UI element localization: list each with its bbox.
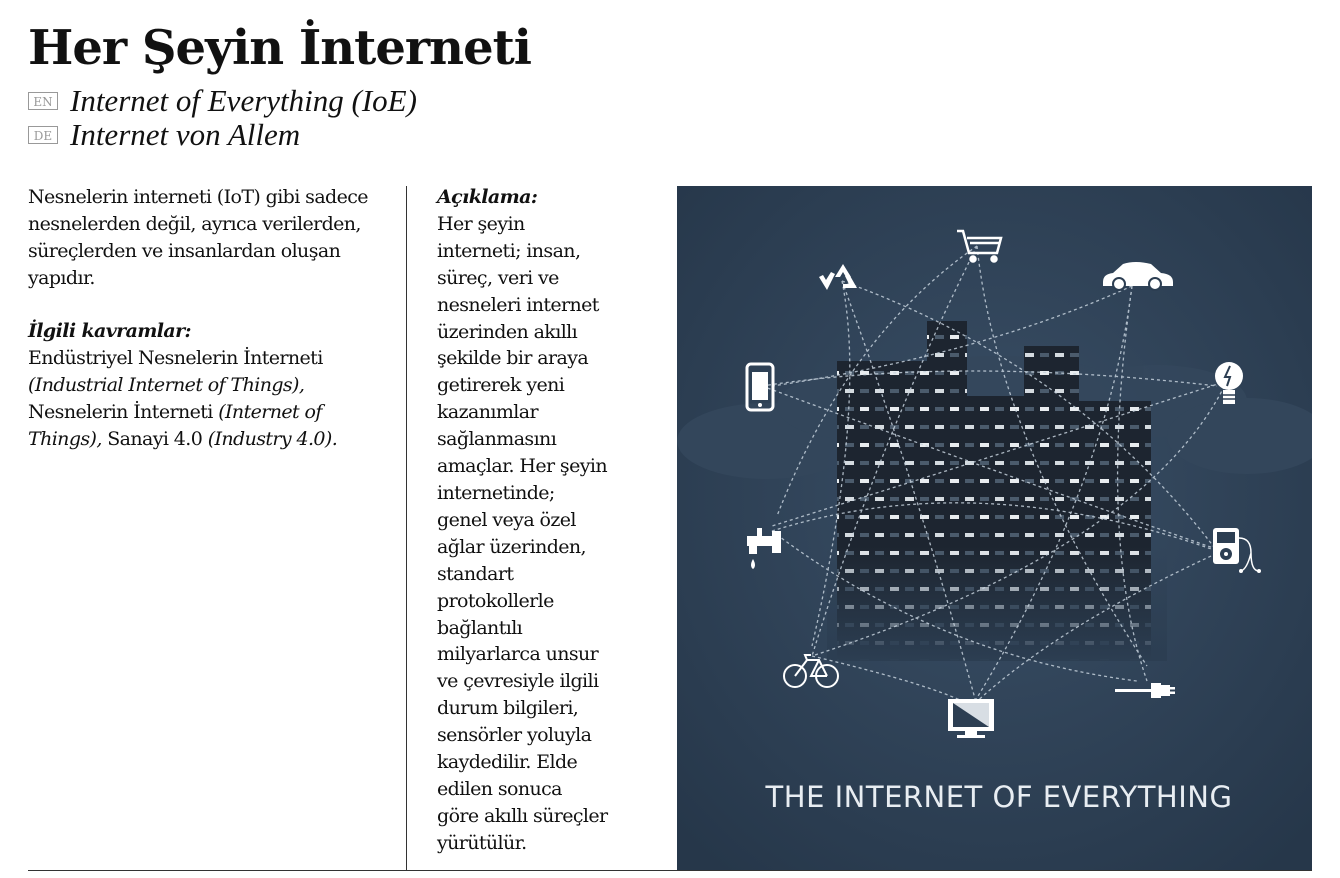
definition-text: Nesnelerin interneti (IoT) gibi sadece nesnelerden değil, ayrıca verilerden, süreçlerden ve insanlardan oluşan yapıdır. — [28, 186, 368, 289]
explanation-line: ve çevresiyle ilgili — [437, 670, 599, 693]
figure-caption: THE INTERNET OF EVERYTHING — [765, 780, 1233, 814]
explanation-line: amaçlar. Her şeyin — [437, 455, 607, 478]
explanation-line: kazanımlar — [437, 401, 538, 424]
explanation-line: edilen sonuca — [437, 777, 562, 800]
related-item-industry40: Sanayi 4.0 — [107, 428, 203, 450]
language-badge-de: DE — [28, 126, 58, 144]
translation-de — [28, 118, 300, 152]
definition-column — [28, 184, 390, 453]
ioe-illustration — [677, 186, 1312, 870]
explanation-line: protokollerle — [437, 589, 554, 612]
explanation-line: durum bilgileri, — [437, 697, 579, 720]
explanation-line: süreç, veri ve — [437, 266, 559, 289]
explanation-line: internetinde; — [437, 481, 555, 504]
explanation-line: getirerek yeni — [437, 374, 565, 397]
translation-text-de: Internet von Allem — [70, 117, 301, 152]
explanation-line: sağlanmasını — [437, 428, 557, 451]
explanation-line: göre akıllı süreçler — [437, 804, 608, 827]
explanation-heading: Açıklama: — [437, 186, 538, 208]
explanation-line: üzerinden akıllı — [437, 320, 578, 343]
translation-en — [28, 84, 417, 118]
bottom-rule — [28, 870, 1312, 871]
related-item-industry40-en: (Industry 4.0). — [207, 428, 338, 450]
related-item-iot-en: (Internet of Things), — [28, 401, 322, 450]
explanation-line: sensörler yoluyla — [437, 724, 592, 747]
explanation-line: genel veya özel — [437, 508, 576, 531]
explanation-line: ağlar üzerinden, — [437, 535, 586, 558]
explanation-text — [437, 211, 652, 857]
related-item-iiot: Endüstriyel Nesnelerin İnterneti — [28, 347, 323, 369]
page-title: Her Şeyin İnterneti — [28, 20, 532, 76]
related-item-iiot-en: (Industrial Internet of Things), — [28, 374, 305, 396]
explanation-line: standart — [437, 562, 514, 585]
explanation-line: interneti; insan, — [437, 239, 581, 262]
explanation-column — [437, 184, 652, 857]
explanation-line: şekilde bir araya — [437, 347, 589, 370]
explanation-line: milyarlarca unsur — [437, 643, 599, 666]
explanation-line: bağlantılı — [437, 616, 523, 639]
explanation-line: Her şeyin — [437, 212, 525, 235]
column-divider — [406, 186, 407, 870]
related-item-iot: Nesnelerin İnterneti — [28, 401, 213, 423]
language-badge-en: EN — [28, 92, 58, 110]
related-concepts — [28, 318, 390, 453]
explanation-line: kaydedilir. Elde — [437, 751, 578, 774]
explanation-line: yürütülür. — [437, 831, 527, 854]
explanation-line: nesneleri internet — [437, 293, 599, 316]
translation-text-en: Internet of Everything (IoE) — [70, 83, 417, 118]
related-heading: İlgili kavramlar: — [28, 320, 191, 342]
